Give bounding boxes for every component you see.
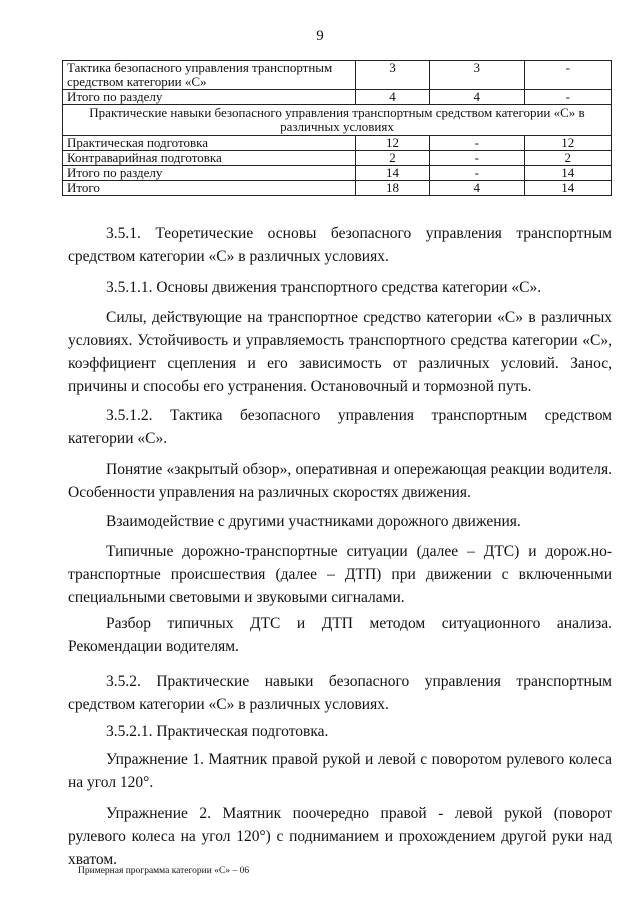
table-row: [63, 136, 612, 151]
topic-cell: Итого: [63, 181, 356, 196]
footer-note: Примерная программа категории «С» – 06: [78, 866, 250, 876]
table-row: [63, 181, 612, 196]
hours-total-cell: 4: [356, 90, 430, 105]
hours-table: [62, 60, 612, 196]
hours-practice-cell: 2: [524, 151, 611, 166]
paragraph-typical-situations: Типичные дорожно-транспортные ситуации (далее – ДТС) и дорож.но-транспортные происшествия (далее – ДТП) при движении с включенными специальными световыми и звуковыми сигналами.: [68, 543, 612, 606]
section-3-5-2-1-heading: 3.5.2.1. Практическая подготовка.: [106, 723, 329, 740]
hours-practice-cell: 14: [524, 166, 611, 181]
section-3-5-1-heading: 3.5.1. Теоретические основы безопасного управления транспортным средством категории «С» в различных условиях.: [68, 225, 612, 265]
hours-total-cell: 18: [356, 181, 430, 196]
hours-theory-cell: 4: [430, 181, 525, 196]
section-3-5-1-2-heading: 3.5.1.2. Тактика безопасного управления транспортным средством категории «С».: [68, 407, 612, 447]
table-section-row: [63, 105, 612, 136]
hours-theory-cell: 4: [430, 90, 525, 105]
hours-total-cell: 2: [356, 151, 430, 166]
table-row: [63, 90, 612, 105]
section-3-5-1-1-heading: 3.5.1.1. Основы движения транспортного средства категории «С».: [106, 279, 542, 296]
hours-practice-cell: -: [524, 90, 611, 105]
hours-theory-cell: 3: [430, 61, 525, 90]
hours-total-cell: 14: [356, 166, 430, 181]
hours-theory-cell: -: [430, 166, 525, 181]
hours-theory-cell: -: [430, 136, 525, 151]
table-body: [63, 61, 612, 196]
topic-cell: Практическая подготовка: [63, 136, 356, 151]
table-row: [63, 151, 612, 166]
table-row: [63, 61, 612, 90]
topic-cell: Тактика безопасного управления транспортным средством категории «С»: [63, 61, 356, 90]
exercise-2: Упражнение 2. Маятник поочередно правой - левой рукой (поворот рулевого колеса на угол 120°) с подниманием и прохождением другой руки над хватом.: [68, 805, 612, 868]
exercise-1: Упражнение 1. Маятник правой рукой и левой с поворотом рулевого колеса на угол 120°.: [68, 751, 612, 791]
paragraph-closed-view: Понятие «закрытый обзор», оперативная и опережающая реакции водителя. Особенности управления на различных скоростях движения.: [68, 461, 612, 501]
hours-theory-cell: -: [430, 151, 525, 166]
hours-practice-cell: 12: [524, 136, 611, 151]
section-3-5-2-heading: 3.5.2. Практические навыки безопасного управления транспортным средством категории «С» в различных условиях.: [68, 673, 612, 713]
table-row: [63, 166, 612, 181]
page-number: 9: [316, 28, 324, 44]
hours-practice-cell: -: [524, 61, 611, 90]
hours-practice-cell: 14: [524, 181, 611, 196]
topic-cell: Итого по разделу: [63, 166, 356, 181]
hours-total-cell: 3: [356, 61, 430, 90]
topic-cell: Итого по разделу: [63, 90, 356, 105]
section-title-cell: Практические навыки безопасного управления транспортным средством категории «С» в различных условиях: [63, 105, 612, 136]
topic-cell: Контраварийная подготовка: [63, 151, 356, 166]
paragraph-forces: Силы, действующие на транспортное средство категории «С» в различных условиях. Устойчивость и управляемость транспортного средства категории «С», коэффициент сцепления и его зависимость от различных условий. Занос, причины и способы его устранения. Остановочный и тормозной путь.: [68, 309, 612, 395]
hours-total-cell: 12: [356, 136, 430, 151]
paragraph-analysis: Разбор типичных ДТС и ДТП методом ситуационного анализа. Рекомендации водителям.: [68, 615, 612, 655]
paragraph-interaction: Взаимодействие с другими участниками дорожного движения.: [106, 513, 521, 530]
